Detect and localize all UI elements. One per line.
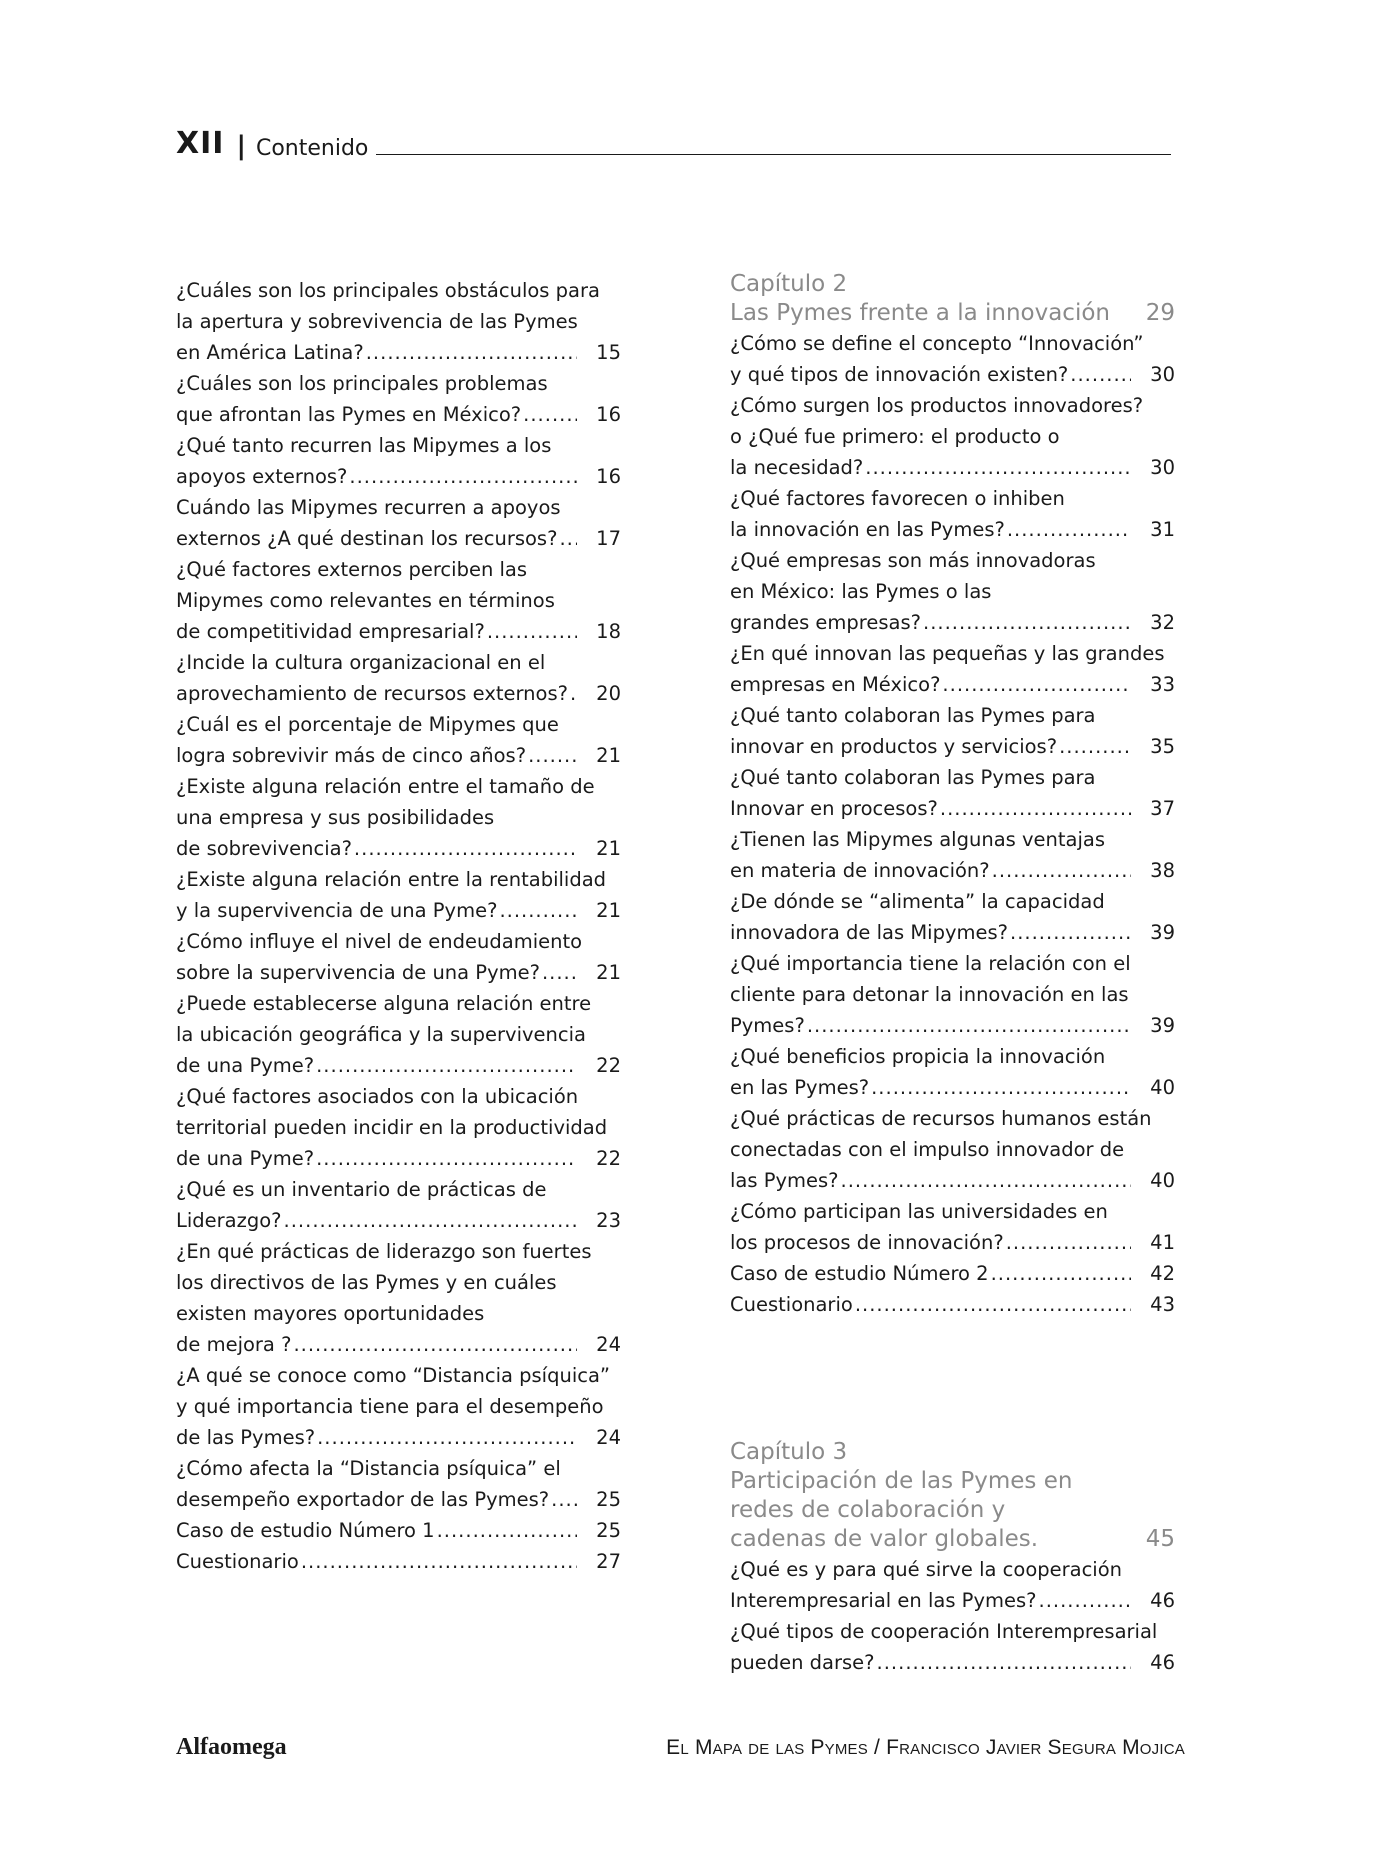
toc-page-number: 17 — [596, 527, 621, 550]
toc-entry-text: Interempresarial en las Pymes? — [730, 1589, 1037, 1612]
dot-leader — [523, 399, 577, 430]
toc-entry — [730, 328, 1175, 390]
toc-entry-text: Mipymes como relevantes en términos — [176, 589, 555, 612]
dot-leader — [942, 669, 1131, 700]
toc-entry-last-line — [730, 607, 1175, 638]
toc-entry-last-line — [176, 895, 621, 926]
toc-entry-last-line — [730, 1165, 1175, 1196]
toc-entry-text: ¿A qué se conoce como “Distancia psíquica” — [176, 1364, 611, 1387]
toc-entry-last-line — [176, 461, 621, 492]
toc-page-number: 43 — [1150, 1293, 1175, 1316]
dot-leader — [877, 1647, 1131, 1678]
chapter-title: Las Pymes frente a la innovación — [730, 300, 1110, 326]
header-rule — [376, 154, 1171, 155]
toc-entry-text: desempeño exportador de las Pymes? — [176, 1488, 550, 1511]
toc-page-number: 22 — [596, 1054, 621, 1077]
dot-leader — [992, 855, 1131, 886]
toc-entry-text: pueden darse? — [730, 1651, 875, 1674]
header-separator: | — [236, 131, 246, 161]
toc-entry — [176, 430, 621, 492]
toc-entry-text: ¿Qué factores externos perciben las — [176, 558, 528, 581]
toc-entry — [176, 864, 621, 926]
toc-entry-text: los directivos de las Pymes y en cuáles — [176, 1271, 557, 1294]
chapter-page: 29 — [1145, 300, 1175, 326]
dot-leader — [991, 1258, 1131, 1289]
toc-entry-text: Pymes? — [730, 1014, 805, 1037]
dot-leader — [354, 833, 577, 864]
toc-page-number: 24 — [596, 1426, 621, 1449]
toc-entry-text: de sobrevivencia? — [176, 837, 352, 860]
toc-entry — [176, 275, 621, 368]
dot-leader — [807, 1010, 1131, 1041]
toc-entry-last-line — [730, 1258, 1175, 1289]
toc-entry-text: Cuestionario — [176, 1550, 299, 1573]
toc-page-number: 40 — [1150, 1076, 1175, 1099]
toc-entry-text: externos ¿A qué destinan los recursos? — [176, 527, 558, 550]
toc-entry-text: territorial pueden incidir en la productividad — [176, 1116, 608, 1139]
toc-entry-last-line — [730, 793, 1175, 824]
dot-leader — [871, 1072, 1131, 1103]
toc-entry-text: de una Pyme? — [176, 1147, 315, 1170]
toc-entry-text: ¿Cuáles son los principales obstáculos para — [176, 279, 600, 302]
dot-leader — [570, 678, 577, 709]
toc-entry-text: de una Pyme? — [176, 1054, 315, 1077]
toc-page-number: 27 — [596, 1550, 621, 1573]
toc-entry-text: ¿Qué es un inventario de prácticas de — [176, 1178, 547, 1201]
toc-entry-text: ¿Qué empresas son más innovadoras — [730, 549, 1096, 572]
toc-entry — [176, 988, 621, 1081]
toc-page-number: 42 — [1150, 1262, 1175, 1285]
toc-page-number: 30 — [1150, 363, 1175, 386]
toc-entry-last-line — [730, 514, 1175, 545]
dot-leader — [551, 1484, 577, 1515]
toc-entry-text: ¿Cómo influye el nivel de endeudamiento — [176, 930, 583, 953]
chapter-2-entries — [730, 328, 1175, 1320]
dot-leader — [316, 1143, 577, 1174]
toc-entry-text: ¿Incide la cultura organizacional en el — [176, 651, 546, 674]
toc-page-number: 31 — [1150, 518, 1175, 541]
toc-page-number: 32 — [1150, 611, 1175, 634]
chapter-title: Participación de las Pymes en — [730, 1468, 1073, 1494]
toc-entry-text: Cuestionario — [730, 1293, 853, 1316]
toc-entry-text: innovadora de las Mipymes? — [730, 921, 1008, 944]
toc-entry-text: la innovación en las Pymes? — [730, 518, 1005, 541]
toc-entry-text: o ¿Qué fue primero: el producto o — [730, 425, 1060, 448]
toc-page-number: 16 — [596, 403, 621, 426]
book-title-author: El Mapa de las Pymes / Francisco Javier Segura Mojica — [666, 1736, 1185, 1759]
chapter-title: cadenas de valor globales. — [730, 1526, 1039, 1552]
toc-entry-text: Liderazgo? — [176, 1209, 282, 1232]
toc-entry-text: Caso de estudio Número 2 — [730, 1262, 989, 1285]
toc-entry-text: y qué tipos de innovación existen? — [730, 363, 1069, 386]
dot-leader — [528, 740, 577, 771]
toc-entry — [730, 886, 1175, 948]
toc-entry-text: ¿Qué importancia tiene la relación con el — [730, 952, 1131, 975]
toc-entry-last-line — [176, 1143, 621, 1174]
dot-leader — [1007, 514, 1131, 545]
toc-entry-text: los procesos de innovación? — [730, 1231, 1004, 1254]
dot-leader — [349, 461, 577, 492]
toc-entry-text: ¿Qué tanto colaboran las Pymes para — [730, 704, 1096, 727]
toc-entry-text: conectadas con el impulso innovador de — [730, 1138, 1125, 1161]
toc-entry-last-line — [176, 740, 621, 771]
toc-page-number: 46 — [1150, 1651, 1175, 1674]
toc-entry-text: grandes empresas? — [730, 611, 922, 634]
toc-entry-text: apoyos externos? — [176, 465, 348, 488]
toc-entry-text: de las Pymes? — [176, 1426, 316, 1449]
dot-leader — [841, 1165, 1131, 1196]
toc-entry — [730, 1616, 1175, 1678]
toc-entry-text: ¿En qué innovan las pequeñas y las grandes — [730, 642, 1165, 665]
toc-entry-text: ¿Existe alguna relación entre el tamaño de — [176, 775, 595, 798]
toc-entry-text: existen mayores oportunidades — [176, 1302, 485, 1325]
toc-entry-last-line — [176, 1205, 621, 1236]
toc-entry-last-line — [176, 833, 621, 864]
toc-page-number: 21 — [596, 961, 621, 984]
toc-entry-text: ¿Cómo participan las universidades en — [730, 1200, 1108, 1223]
toc-page-number: 21 — [596, 744, 621, 767]
dot-leader — [316, 1050, 577, 1081]
toc-entry-last-line — [730, 359, 1175, 390]
toc-entry-text: ¿Tienen las Mipymes algunas ventajas — [730, 828, 1106, 851]
left-column — [176, 275, 621, 1577]
dot-leader — [1010, 917, 1131, 948]
dot-leader — [1070, 359, 1131, 390]
toc-entry-text: ¿Qué factores asociados con la ubicación — [176, 1085, 579, 1108]
toc-entry-text: ¿Cuál es el porcentaje de Mipymes que — [176, 713, 559, 736]
toc-entry-text: que afrontan las Pymes en México? — [176, 403, 522, 426]
dot-leader — [1039, 1585, 1132, 1616]
dot-leader — [559, 523, 577, 554]
chapter-label: Capítulo 2 — [730, 271, 848, 297]
toc-entry-last-line — [176, 616, 621, 647]
toc-entry-text: en México: las Pymes o las — [730, 580, 992, 603]
toc-entry-last-line — [176, 678, 621, 709]
toc-entry-last-line — [730, 1227, 1175, 1258]
toc-entry-text: ¿Cómo afecta la “Distancia psíquica” el — [176, 1457, 561, 1480]
toc-entry-text: ¿Qué factores favorecen o inhiben — [730, 487, 1065, 510]
dot-leader — [865, 452, 1131, 483]
toc-entry-text: las Pymes? — [730, 1169, 839, 1192]
toc-page-number: 25 — [596, 1519, 621, 1542]
toc-entry-last-line — [730, 669, 1175, 700]
toc-entry-last-line — [730, 1010, 1175, 1041]
toc-entry — [176, 1236, 621, 1360]
toc-entry-text: y la supervivencia de una Pyme? — [176, 899, 498, 922]
toc-entry — [730, 1554, 1175, 1616]
toc-entry-text: una empresa y sus posibilidades — [176, 806, 495, 829]
toc-entry-text: ¿Qué tanto recurren las Mipymes a los — [176, 434, 552, 457]
publisher-name: Alfaomega — [176, 1734, 287, 1760]
dot-leader — [923, 607, 1131, 638]
running-header — [176, 126, 1171, 161]
dot-leader — [366, 337, 577, 368]
toc-entry-text: en materia de innovación? — [730, 859, 990, 882]
toc-entry — [730, 700, 1175, 762]
right-column — [730, 270, 1175, 1678]
toc-entry — [176, 1174, 621, 1236]
toc-entry-text: ¿Existe alguna relación entre la rentabilidad — [176, 868, 607, 891]
toc-entry-last-line — [730, 1072, 1175, 1103]
toc-entry-last-line — [176, 1484, 621, 1515]
toc-entry — [730, 1103, 1175, 1196]
toc-page-number: 16 — [596, 465, 621, 488]
toc-page-number: 39 — [1150, 1014, 1175, 1037]
toc-entry-text: Caso de estudio Número 1 — [176, 1519, 435, 1542]
page-number: XII — [176, 126, 225, 161]
toc-entry — [176, 368, 621, 430]
toc-page-number: 21 — [596, 899, 621, 922]
toc-entry — [730, 1258, 1175, 1289]
section-title: Contenido — [255, 136, 369, 161]
toc-entry-last-line — [730, 1585, 1175, 1616]
toc-entry — [730, 824, 1175, 886]
dot-leader — [1006, 1227, 1131, 1258]
toc-entry-last-line — [730, 1647, 1175, 1678]
toc-entry — [176, 1546, 621, 1577]
toc-entry — [176, 926, 621, 988]
toc-entry-text: innovar en productos y servicios? — [730, 735, 1058, 758]
toc-page-number: 25 — [596, 1488, 621, 1511]
dot-leader — [487, 616, 577, 647]
chapter-title: redes de colaboración y — [730, 1497, 1006, 1523]
toc-page-number: 21 — [596, 837, 621, 860]
toc-page-number: 41 — [1150, 1231, 1175, 1254]
toc-page-number: 38 — [1150, 859, 1175, 882]
toc-entry — [176, 1360, 621, 1453]
toc-page-number: 24 — [596, 1333, 621, 1356]
toc-entry-text: cliente para detonar la innovación en las — [730, 983, 1129, 1006]
toc-entry-text: aprovechamiento de recursos externos? — [176, 682, 568, 705]
toc-entry — [176, 771, 621, 864]
toc-entry-text: sobre la supervivencia de una Pyme? — [176, 961, 540, 984]
toc-entry-text: ¿Qué tipos de cooperación Interempresarial — [730, 1620, 1158, 1643]
toc-page-number: 40 — [1150, 1169, 1175, 1192]
dot-leader — [940, 793, 1131, 824]
dot-leader — [499, 895, 577, 926]
toc-entry-text: la ubicación geográfica y la supervivencia — [176, 1023, 586, 1046]
toc-entry-text: ¿Cuáles son los principales problemas — [176, 372, 548, 395]
chapter-3-heading — [730, 1438, 1175, 1554]
toc-entry-text: la apertura y sobrevivencia de las Pymes — [176, 310, 578, 333]
toc-entry-last-line — [730, 855, 1175, 886]
toc-page-number: 20 — [596, 682, 621, 705]
toc-entry-last-line — [176, 957, 621, 988]
toc-page-number: 33 — [1150, 673, 1175, 696]
toc-entry — [730, 483, 1175, 545]
toc-entry-text: de competitividad empresarial? — [176, 620, 485, 643]
toc-entry-text: ¿Qué prácticas de recursos humanos están — [730, 1107, 1152, 1130]
toc-page-number: 22 — [596, 1147, 621, 1170]
toc-entry-last-line — [176, 1422, 621, 1453]
toc-entry — [730, 638, 1175, 700]
toc-entry — [730, 762, 1175, 824]
dot-leader — [301, 1546, 577, 1577]
toc-page-number: 37 — [1150, 797, 1175, 820]
toc-entry-text: ¿Qué beneficios propicia la innovación — [730, 1045, 1106, 1068]
chapter-title-line — [730, 299, 1175, 328]
toc-page-number: 23 — [596, 1209, 621, 1232]
toc-entry-text: ¿En qué prácticas de liderazgo son fuertes — [176, 1240, 592, 1263]
dot-leader — [1059, 731, 1131, 762]
chapter-page: 45 — [1145, 1526, 1175, 1552]
toc-entry — [176, 1515, 621, 1546]
toc-page-number: 35 — [1150, 735, 1175, 758]
chapter-3-entries — [730, 1554, 1175, 1678]
toc-entry-last-line — [176, 399, 621, 430]
dot-leader — [293, 1329, 577, 1360]
toc-entry-text: en las Pymes? — [730, 1076, 870, 1099]
toc-entry — [730, 390, 1175, 483]
dot-leader — [317, 1422, 577, 1453]
toc-page-number: 18 — [596, 620, 621, 643]
toc-entry — [176, 1453, 621, 1515]
toc-entry — [176, 1081, 621, 1174]
chapter-2-heading — [730, 270, 1175, 328]
toc-entry-text: Cuándo las Mipymes recurren a apoyos — [176, 496, 561, 519]
toc-entry — [730, 948, 1175, 1041]
toc-page-number: 39 — [1150, 921, 1175, 944]
toc-page-number: 15 — [596, 341, 621, 364]
toc-entry — [176, 647, 621, 709]
toc-entry-text: ¿Puede establecerse alguna relación entre — [176, 992, 592, 1015]
toc-entry — [730, 1196, 1175, 1258]
toc-entry-text: y qué importancia tiene para el desempeño — [176, 1395, 604, 1418]
toc-entry-last-line — [176, 1546, 621, 1577]
dot-leader — [542, 957, 577, 988]
toc-page-number: 30 — [1150, 456, 1175, 479]
dot-leader — [855, 1289, 1131, 1320]
toc-entry-text: en América Latina? — [176, 341, 364, 364]
dot-leader — [284, 1205, 577, 1236]
toc-entry-text: ¿Qué es y para qué sirve la cooperación — [730, 1558, 1123, 1581]
dot-leader — [437, 1515, 577, 1546]
toc-entry-text: la necesidad? — [730, 456, 864, 479]
toc-entry-text: ¿Cómo se define el concepto “Innovación” — [730, 332, 1144, 355]
toc-entry — [730, 1041, 1175, 1103]
toc-entry — [176, 492, 621, 554]
toc-entry-last-line — [176, 523, 621, 554]
toc-entry-text: empresas en México? — [730, 673, 941, 696]
toc-entry-last-line — [730, 731, 1175, 762]
toc-entry-text: Innovar en procesos? — [730, 797, 938, 820]
toc-entry-text: de mejora ? — [176, 1333, 292, 1356]
toc-entry-text: ¿Qué tanto colaboran las Pymes para — [730, 766, 1096, 789]
toc-entry-last-line — [176, 1515, 621, 1546]
toc-entry — [730, 545, 1175, 638]
toc-entry-last-line — [730, 917, 1175, 948]
toc-entry-text: ¿De dónde se “alimenta” la capacidad — [730, 890, 1105, 913]
toc-entry-text: ¿Cómo surgen los productos innovadores? — [730, 394, 1144, 417]
toc-entry — [176, 709, 621, 771]
toc-entry — [176, 554, 621, 647]
toc-entry-last-line — [730, 452, 1175, 483]
toc-entry-last-line — [176, 337, 621, 368]
toc-entry — [730, 1289, 1175, 1320]
toc-entry-text: logra sobrevivir más de cinco años? — [176, 744, 527, 767]
toc-page-number: 46 — [1150, 1589, 1175, 1612]
toc-entry-last-line — [730, 1289, 1175, 1320]
chapter-label: Capítulo 3 — [730, 1439, 848, 1465]
chapter-title-line — [730, 1525, 1175, 1554]
toc-entry-last-line — [176, 1329, 621, 1360]
toc-entry-last-line — [176, 1050, 621, 1081]
